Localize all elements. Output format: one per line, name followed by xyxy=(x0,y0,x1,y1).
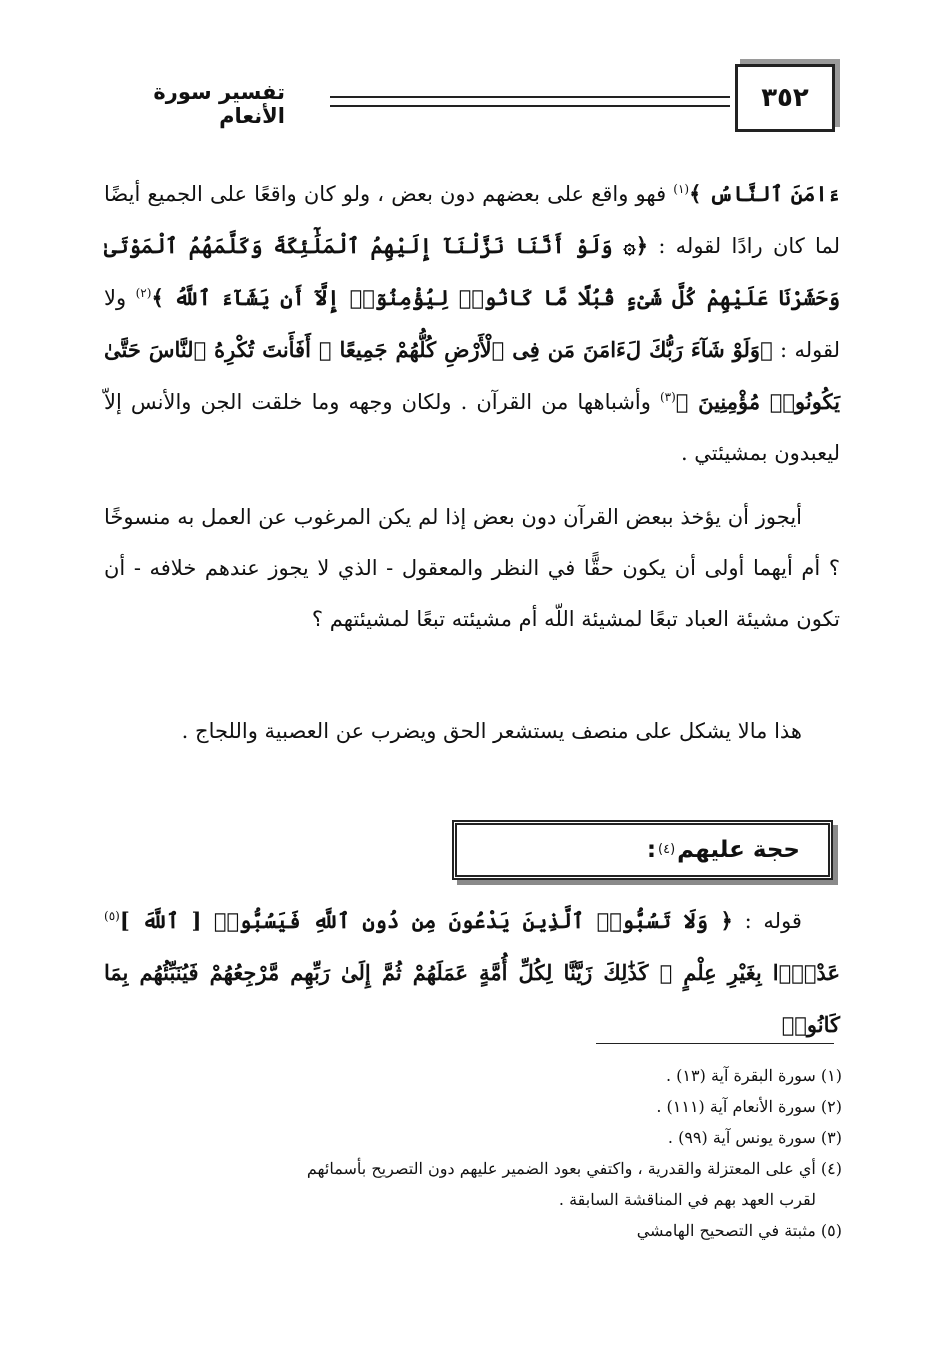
footnote-3: (٣) سورة يونس آية (٩٩) . xyxy=(667,1128,842,1147)
footnote-ref: (٢) xyxy=(135,286,152,300)
footnote-4-continued: لقرب العهد بهم في المناقشة السابقة . xyxy=(558,1190,816,1209)
quran-verse: ﴿۞ وَلَوْ أَنَّنَا نَزَّلْنَآ إِلَيْهِمُ ٱلْمَلَٰٓئِكَةَ وَكَلَّمَهُمُ ٱلْمَوْتَىٰ وَحَشَرْنَا عَلَيْهِمْ كُلَّ شَىْءٍ قُبُلًا مَّا كَانُوا۟ لِيُؤْمِنُوٓا۟ إِلَّآ أَن يَشَآءَ ٱللَّهُ ﴾ xyxy=(104,233,841,310)
footnote-ref: (٣) xyxy=(659,390,676,404)
paragraph-2: أيجوز أن يؤخذ ببعض القرآن دون بعض إذا لم يكن المرغوب عن العمل به منسوخًا ؟ أم أيهما أولى أن يكون حقًّا في النظر والمعقول - الذي لا يجوز عندهم خلافه - أن تكون مشيئة العباد تبعًا لمشيئة اللّه أم مشيئته تبعًا لمشيئتهم ؟ xyxy=(104,505,840,631)
section-heading-colon: : xyxy=(646,837,657,863)
paragraph-4 xyxy=(104,895,840,1051)
paragraph-1 xyxy=(104,168,840,479)
body-text: ولا لقوله : xyxy=(104,286,840,362)
header-rule xyxy=(330,96,730,107)
body-text: فهو واقع على بعضهم دون بعض ، ولو كان واقعًا على الجميع أيضًا لما كان رادًا لقوله : xyxy=(104,182,840,258)
section-heading: حجة عليهم xyxy=(677,837,800,863)
body-text: وأشباهها من القرآن . ولكان وجهه وما خلقت الجن والأنس إلاّ ليعبدون بمشيئتي . xyxy=(104,390,840,465)
footnote-5: (٥) مثبتة في التصحيح الهامشي xyxy=(636,1221,842,1240)
page-number: ٣٥٢ xyxy=(761,83,809,113)
quran-fragment: ءَامَنَ ٱلنَّاسُ ﴾ xyxy=(689,181,840,206)
footnote-2: (٢) سورة الأنعام آية (١١١) . xyxy=(656,1097,842,1116)
footnote-separator xyxy=(596,1043,834,1044)
footnotes xyxy=(88,1060,842,1246)
quran-insertion: [ ٱللَّهَ ] xyxy=(119,908,214,933)
body-text: قوله : xyxy=(732,909,802,933)
page-number-box xyxy=(735,64,835,132)
section-heading-box: حجة عليهم (٤) : xyxy=(452,820,833,880)
quran-verse: ﴿ وَلَا تَسُبُّوا۟ ٱلَّذِينَ يَدْعُونَ مِن دُونِ ٱللَّهِ فَيَسُبُّوا۟ xyxy=(213,908,733,933)
footnote-4: (٤) أي على المعتزلة والقدرية ، واكتفي بعود الضمير عليهم دون التصريح بأسمائهم xyxy=(306,1159,842,1178)
quran-verse: عَدْوًۢا بِغَيْرِ عِلْمٍ ۗ كَذَٰلِكَ زَيَّنَّا لِكُلِّ أُمَّةٍ عَمَلَهُمْ ثُمَّ إِلَىٰ رَبِّهِم مَّرْجِعُهُمْ فَيُنَبِّئُهُم بِمَا كَانُوا۟ xyxy=(104,960,840,1037)
footnote-ref: (٥) xyxy=(104,909,120,923)
footnote-1: (١) سورة البقرة آية (١٣) . xyxy=(666,1066,842,1085)
paragraph-3: هذا مالا يشكل على منصف يستشعر الحق ويضرب عن العصبية واللجاج . xyxy=(181,719,802,743)
running-header-title: تفسير سورة الأنعام xyxy=(153,80,285,128)
footnote-ref: (١) xyxy=(673,182,690,196)
quran-verse: ﴿وَلَوْ شَآءَ رَبُّكَ لَءَامَنَ مَن فِى ٱلْأَرْضِ كُلُّهُمْ جَمِيعًا ۚ أَفَأَنتَ تُكْرِهُ ٱلنَّاسَ حَتَّىٰ يَكُونُوا۟ مُؤْمِنِينَ ﴾ xyxy=(104,337,841,414)
